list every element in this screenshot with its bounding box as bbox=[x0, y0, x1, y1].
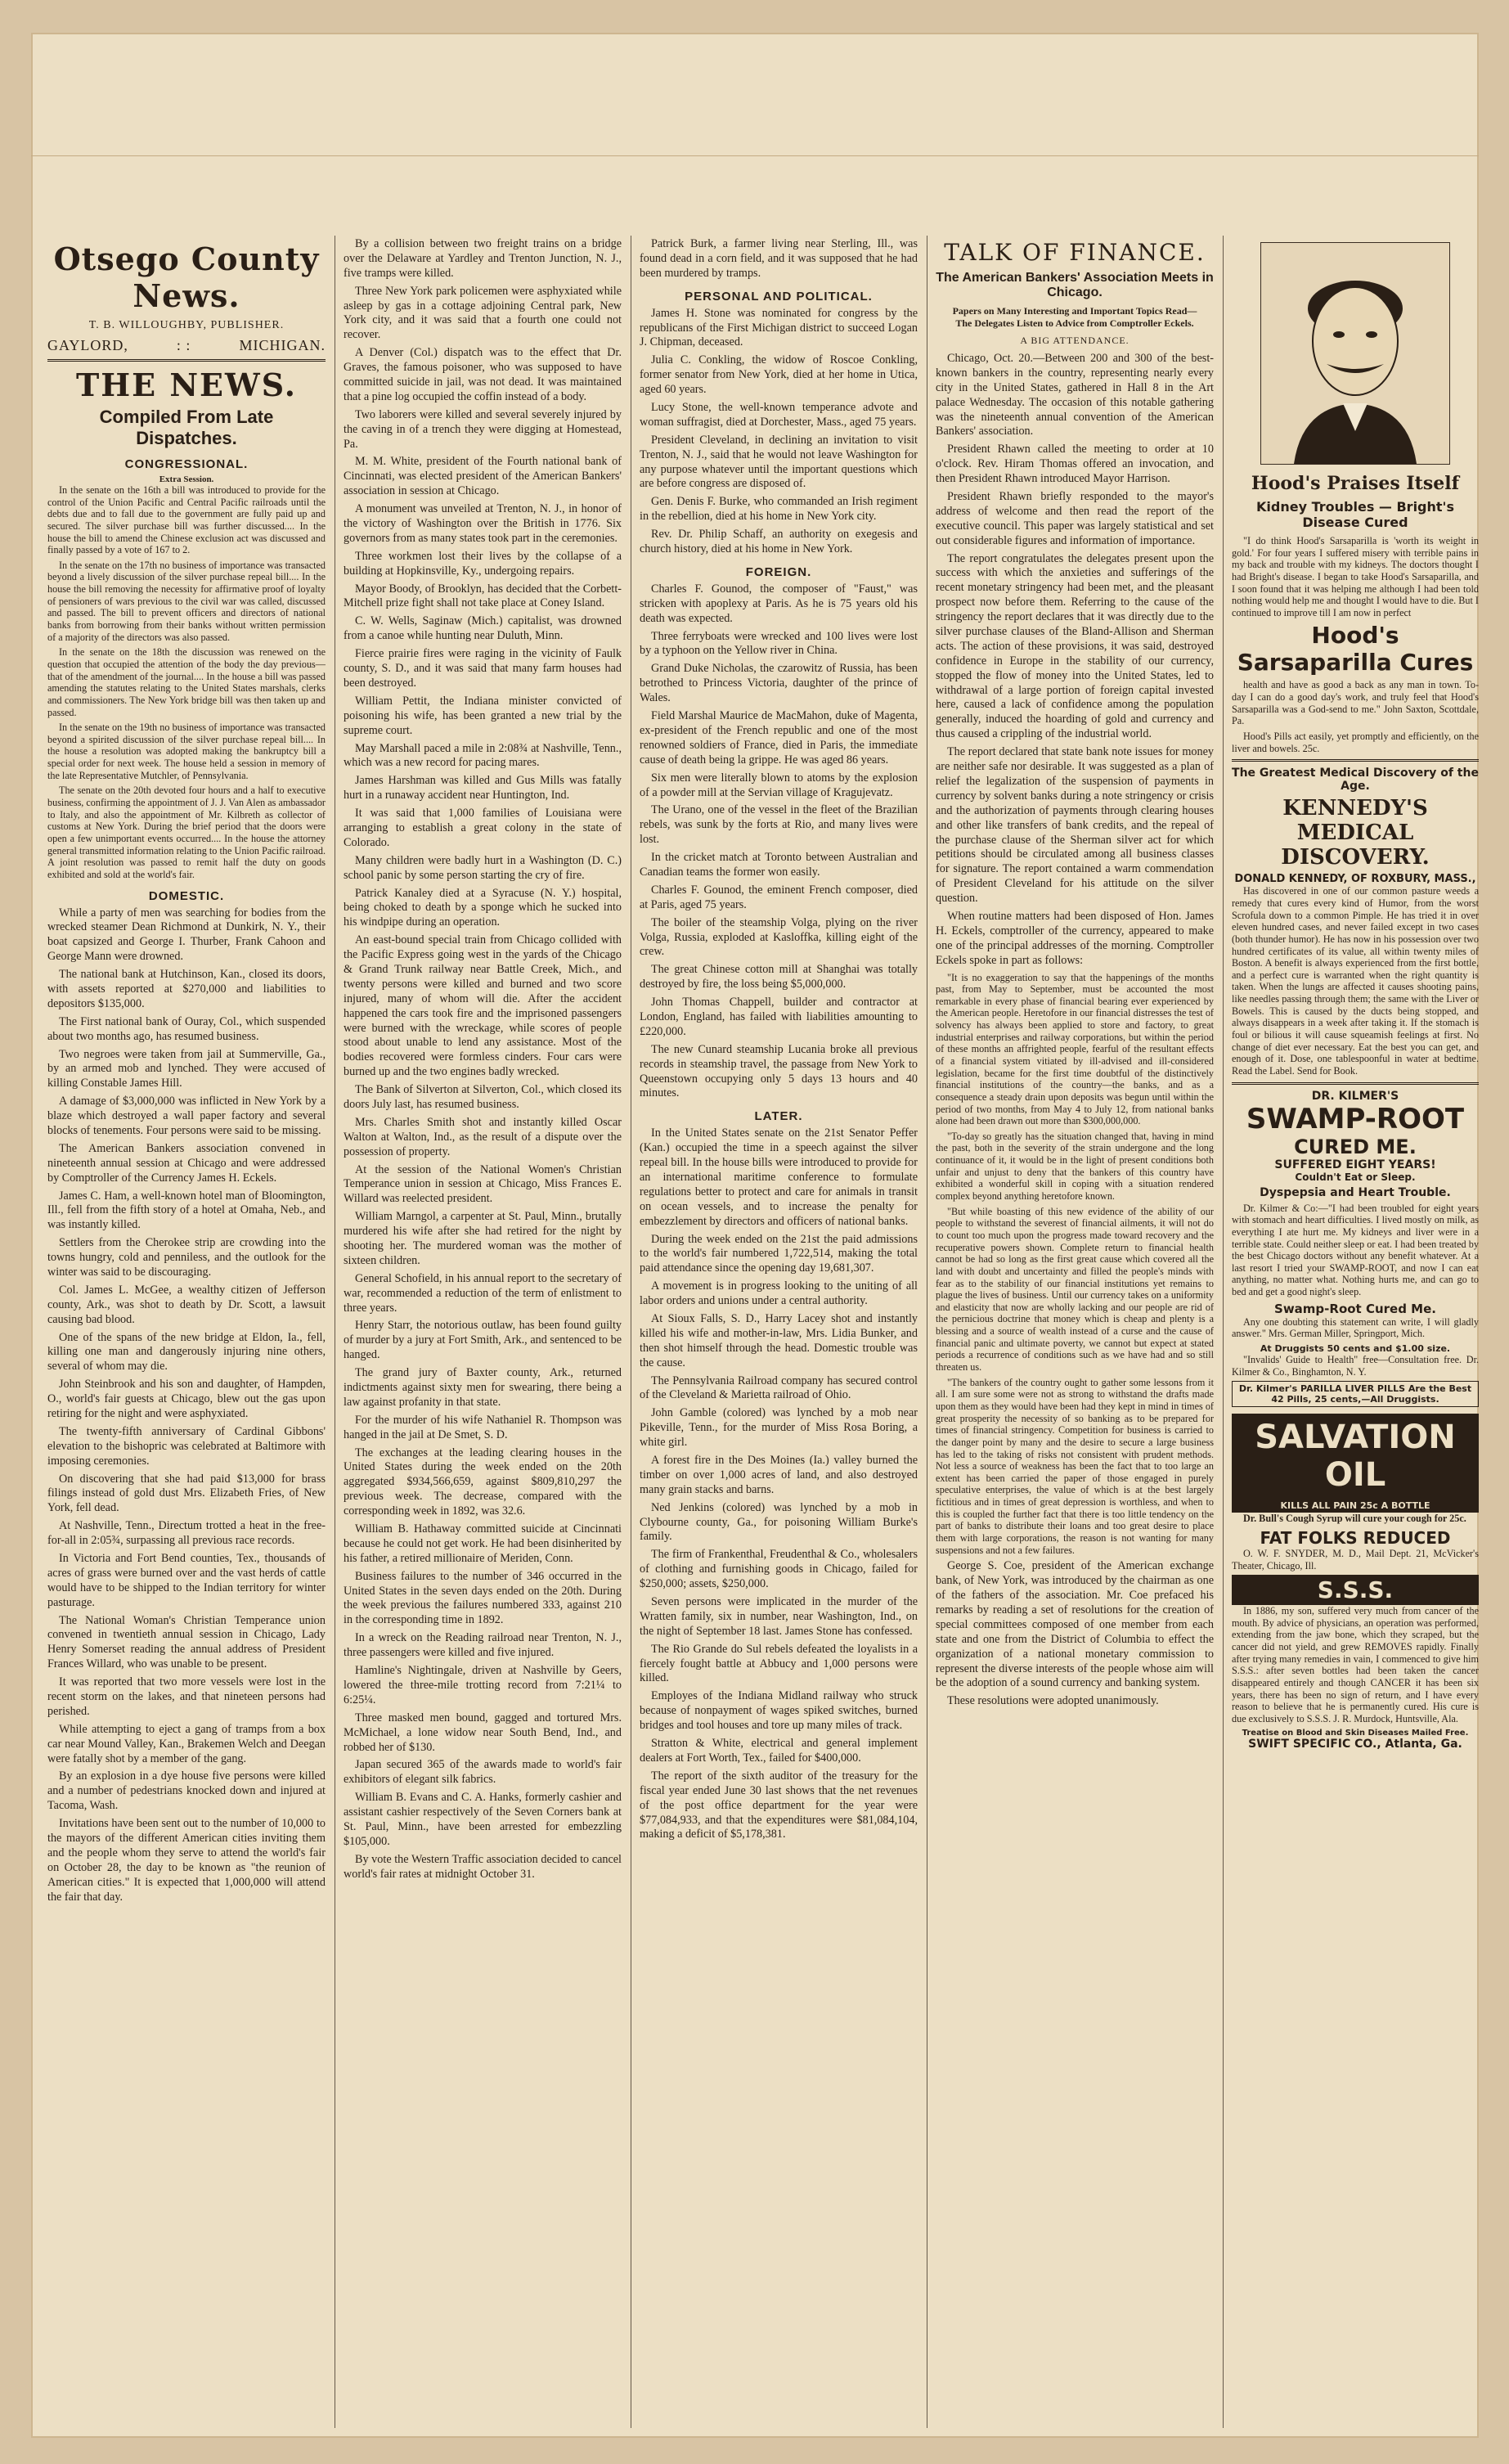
article-paragraph: For the murder of his wife Nathaniel R. Thompson was hanged in the jail at De Smet, S. D. bbox=[344, 1413, 622, 1441]
kilmer-cured-again: Swamp-Root Cured Me. bbox=[1274, 1301, 1436, 1316]
article-paragraph: Charles F. Gounod, the composer of "Faust," was stricken with apoplexy at Paris. As he is 75 years old his death was expected. bbox=[640, 582, 918, 625]
article-paragraph: "The bankers of the country ought to gather some lessons from it all. I am sure some were not as strong to withstand the drafts made upon them as they would have been had they kept in mind in times of great prosperity the necessity of so banking as to be prepared for times of financial stringency. Competition for business is carried to the danger point by many and the desire to secure a large business has led to the taking of risks not consistent with prudent methods. Not less a source of weakness has been the fact that to too large an extent has been carried the paper of those engaged in purely speculative enterprises, the value of which is at the best largely fictitious and in times of great depression is worthless, and when to this is coupled the further fact that there is too little tendency on the part of banks to distribute their loans and too great desire to place them with large corporations, the reason is not wanting for many suspensions and not a few failures. bbox=[936, 1376, 1214, 1556]
article-paragraph: M. M. White, president of the Fourth national bank of Cincinnati, was elected president of the American Bankers' association in session at Chicago. bbox=[344, 455, 622, 498]
article-paragraph: Gen. Denis F. Burke, who commanded an Irish regiment in the rebellion, died at his home in New York city. bbox=[640, 495, 918, 524]
kennedy-text: Has discovered in one of our common pasture weeds a remedy that cures every kind of Humor, from the worst Scrofula down to a common Pimple. He has tried it in over eleven hundred cases, and never failed except in two cases (both thunder humor). He has now in his possession over two hundred certificates of its value, all within twenty miles of Boston. A benefit is always experienced from the first bottle, and a perfect cure is warranted when the right quantity is taken. When the lungs are affected it causes shooting pains, like needles passing through them; the same with the Liver or Bowels. This is caused by the ducts being stopped, and always disappears in a week after taking it. If the stomach is foul or bilious it will cause squeamish feelings at first. No change of diet ever necessary. Eat the best you can get, and enough of it. Dose, one tablespoonful in water at bedtime. Read the Label. Send for Book. bbox=[1232, 885, 1479, 1077]
article-paragraph: At the session of the National Women's Christian Temperance union in session at Chicago, Miss Frances E. Willard was reelected president. bbox=[344, 1162, 622, 1206]
dateline bbox=[47, 337, 326, 354]
article-paragraph: The National Woman's Christian Temperance union convened in twentieth annual session in Chicago, Lady Henry Somerset reading the annual address of President Frances Willard, who was unable to be present. bbox=[47, 1613, 326, 1671]
article-paragraph: It was said that 1,000 families of Louisiana were arranging to establish a great colony in the state of Colorado. bbox=[344, 807, 622, 849]
hood-pills: Hood's Pills act easily, yet promptly and efficiently, on the liver and bowels. 25c. bbox=[1232, 731, 1479, 754]
column-5-ads bbox=[1232, 237, 1479, 2421]
dateline-separator: : : bbox=[176, 337, 191, 353]
ad-divider bbox=[1232, 1082, 1479, 1085]
article-paragraph: By an explosion in a dye house five persons were killed and a number of pedestrians knocked down and injured at Tacoma, Wash. bbox=[47, 1769, 326, 1813]
article-paragraph: By vote the Western Traffic association decided to cancel world's fair rates at midnight October 31. bbox=[344, 1852, 622, 1881]
article-paragraph: Employes of the Indiana Midland railway who struck because of nonpayment of wages spiked switches, burned bridges and tool houses and tore up many miles of track. bbox=[640, 1689, 918, 1733]
column-rule bbox=[1223, 236, 1224, 2428]
masthead-publisher: T. B. WILLOUGHBY, PUBLISHER. bbox=[88, 319, 285, 331]
sss-ad-title: S.S.S. bbox=[1232, 1575, 1479, 1605]
article-paragraph: At Sioux Falls, S. D., Harry Lacey shot and instantly killed his wife and mother-in-law, Mrs. Lidia Bunker, and then shot himself through the head. Domestic trouble was the cause. bbox=[640, 1312, 918, 1369]
section-foreign: FOREIGN. bbox=[745, 564, 812, 579]
article-paragraph: The exchanges at the leading clearing houses in the United States during the week ended on the 20th aggregated $934,566,659, against $809,810,297 the previous week. The decrease, compared with the corresponding week in 1892, was 32.6. bbox=[344, 1446, 622, 1518]
article-paragraph: Business failures to the number of 346 occurred in the United States in the seven days ended on the 20th. During the week previous the failures numbered 333, against 210 in the corresponding time in 1892. bbox=[344, 1569, 622, 1627]
fat-folks-ad: FAT FOLKS REDUCED bbox=[1260, 1527, 1451, 1548]
article-paragraph: Chicago, Oct. 20.—Between 200 and 300 of the best-known bankers in the country, representing nearly every city in the United States, gathered in Hall 8 in the Art palace Wednesday. The occasion of this notable gathering was the nineteenth annual convention of the American Bankers' association. bbox=[936, 352, 1214, 438]
article-paragraph: A damage of $3,000,000 was inflicted in New York by a blaze which destroyed a wall paper factory and several blocks of tenements. Four persons were said to be missing. bbox=[47, 1095, 326, 1137]
personal-articles bbox=[640, 307, 918, 557]
article-paragraph: Patrick Burk, a farmer living near Sterling, Ill., was found dead in a corn field, and it was supposed that he had been murdered by tramps. bbox=[640, 237, 918, 280]
article-paragraph: Patrick Kanaley died at a Syracuse (N. Y.) hospital, being choked to death by a sponge which he sucked into his windpipe during an operation. bbox=[344, 886, 622, 929]
finance-quote bbox=[936, 972, 1214, 1557]
article-paragraph: "But while boasting of this new evidence of the ability of our people to withstand the severest of financial ailments, it will not do to count too much upon the progress made toward recovery and the recuperative powers shown. Complete return to financial health cannot be had so long as the first great cause which covered all the land with doubt and uncertainty and filled the people's minds with fear as to the stability of our financial institutions yet remains to plague the lives of business. Until our currency takes on a uniformity and elasticity that now are wholly lacking and our people are rid of the pernicious doctrine that money which is cheap and plenty is a blessing and a source of wealth instead of a curse and the cause of financial panic and ultimate poverty, we cannot but expect at stated periods a recurrence of conditions such as we have had and so still threaten us. bbox=[936, 1205, 1214, 1374]
section-congressional: CONGRESSIONAL. bbox=[124, 457, 249, 471]
kilmer-sleep: Couldn't Eat or Sleep. bbox=[1295, 1171, 1416, 1183]
kilmer-title: SWAMP-ROOT bbox=[1246, 1102, 1465, 1135]
bull-cough-syrup: Dr. Bull's Cough Syrup will cure your cough for 25c. bbox=[1243, 1513, 1466, 1525]
article-paragraph: Lucy Stone, the well-known temperance advote and woman suffragist, died at Dorchester, Mass., aged 75 years. bbox=[640, 401, 918, 429]
article-paragraph: An east-bound special train from Chicago collided with the Pacific Express going west in the yards of the Chicago & Grand Trunk railway near Battle Creek, Mich., and twenty persons were killed and burned and two score injured, many of whom will die. After the accident happened the cars took fire and the imprisoned passengers were burned with the wreckage, while scores of people stood about unable to lend any assistance. Most of the bodies recovered were formless cinders. Four cars were burned up and the two engines badly wrecked. bbox=[344, 933, 622, 1079]
article-paragraph: Stratton & White, electrical and general implement dealers at Fort Worth, Tex., failed for $400,000. bbox=[640, 1737, 918, 1765]
news-subhead: Compiled From Late Dispatches. bbox=[99, 407, 274, 448]
article-paragraph: Two laborers were killed and several severely injured by the caving in of a trench they were digging at Homestead, Pa. bbox=[344, 407, 622, 451]
man-portrait-icon bbox=[1261, 243, 1449, 464]
article-paragraph: James H. Stone was nominated for congress by the republicans of the First Michigan district to succeed Logan J. Chipman, deceased. bbox=[640, 306, 918, 349]
finance-tail bbox=[936, 1559, 1214, 1709]
column-1 bbox=[47, 237, 326, 2421]
article-paragraph: Seven persons were implicated in the murder of the Wratten family, six in number, near Washington, Ind., on the night of September 18 last. James Stone has confessed. bbox=[640, 1595, 918, 1638]
article-paragraph: Col. James L. McGee, a wealthy citizen of Jefferson county, Ark., was shot to death by Dr. Scott, a lawsuit causing bad blood. bbox=[47, 1283, 326, 1326]
congressional-articles bbox=[47, 484, 326, 881]
finance-article bbox=[936, 352, 1214, 969]
article-paragraph: Julia C. Conkling, the widow of Roscoe Conkling, former senator from New York, died at her home in Utica, aged 60 years. bbox=[640, 353, 918, 397]
finance-deck: Papers on Many Interesting and Important Topics Read—The Delegates Listen to Advice from Comptroller Eckels. bbox=[952, 305, 1197, 329]
article-paragraph: In the senate on the 18th the discussion was renewed on the question that occupied the attention of the body the day previous—that of the amendment of the journal.... In the house a bill was passed amending the statutes relating to the United States marshals, clerks and commissioners. The New York bridge bill was then taken up and passed. bbox=[47, 646, 326, 718]
article-paragraph: The Rio Grande do Sul rebels defeated the loyalists in a fiercely fought battle at Abbucy and 1,000 persons were killed. bbox=[640, 1642, 918, 1685]
article-paragraph: The national bank at Hutchinson, Kan., closed its doors, with assets reported at $270,000 and liabilities to depositors $135,000. bbox=[47, 968, 326, 1010]
article-paragraph: President Cleveland, in declining an invitation to visit Trenton, N. J., said that he would not leave Washington for any purpose whatever until the important questions which are before congress are disposed of. bbox=[640, 433, 918, 491]
fat-folks-address: O. W. F. SNYDER, M. D., Mail Dept. 21, McVicker's Theater, Chicago, Ill. bbox=[1232, 1547, 1479, 1571]
sss-company: SWIFT SPECIFIC CO., Atlanta, Ga. bbox=[1248, 1737, 1462, 1751]
hood-ad-subtitle: Kidney Troubles — Bright's Disease Cured bbox=[1256, 499, 1454, 530]
article-paragraph: President Rhawn called the meeting to order at 10 o'clock. Rev. Hiram Thomas offered an invocation, and then President Rhawn introduced Mayor Harrison. bbox=[936, 443, 1214, 486]
kennedy-name: DONALD KENNEDY, OF ROXBURY, MASS., bbox=[1234, 873, 1476, 886]
column-2 bbox=[344, 237, 622, 2421]
article-paragraph: The firm of Frankenthal, Freudenthal & Co., wholesalers of clothing and furnishing goods in Chicago, failed for $250,000; assets, $250,000. bbox=[640, 1548, 918, 1591]
article-paragraph: Three workmen lost their lives by the collapse of a building at Hopkinsville, Ky., undergoing repairs. bbox=[344, 549, 622, 578]
domestic-articles-continued bbox=[344, 237, 622, 1882]
article-paragraph: The Urano, one of the vessel in the fleet of the Brazilian rebels, was sunk by the forts at Rio, and many lives were lost. bbox=[640, 803, 918, 847]
article-paragraph: A forest fire in the Des Moines (Ia.) valley burned the timber on over 1,000 acres of land, and also destroyed many grain stacks and barns. bbox=[640, 1454, 918, 1496]
article-paragraph: In the senate on the 19th no business of importance was transacted beyond a spirited discussion of the silver purchase repeal bill.... In the house a resolution was adopted making the bankruptcy bill a special order for next week. The house held a session in memory of the late Representative Mutchler, of Pennsylvania. bbox=[47, 722, 326, 781]
article-paragraph: The senate on the 20th devoted four hours and a half to executive business, confirming the appointment of J. J. Van Alen as ambassador to Italy, and also the appointment of Mr. Kilbreth as collector of customs at New York. During the brief period that the doors were open a few unimportant events occurred.... In the house the attorney general transmitted information relating to the Union Pacific railroad. A joint resolution was passed to remit half the duty on goods exhibited and sold at the world's fair. bbox=[47, 785, 326, 880]
portrait-illustration bbox=[1260, 242, 1450, 465]
article-paragraph: James C. Ham, a well-known hotel man of Bloomington, Ill., fell from the fifth story of a hotel at Omaha, Neb., and was instantly killed. bbox=[47, 1189, 326, 1232]
article-paragraph: In the cricket match at Toronto between Australian and Canadian teams the former won easily. bbox=[640, 851, 918, 879]
article-paragraph: General Schofield, in his annual report to the secretary of war, recommended a reduction of the term of enlistment to three years. bbox=[344, 1271, 622, 1315]
article-paragraph: In the senate on the 17th no business of importance was transacted beyond a lively discussion of the silver purchase repeal bill.... In the house the bill removing the necessity for affirmative proof of loyalty of pensioners of wars previous to the civil war was called, discussed and passed. The bill to prevent officers and directors of national banks from borrowing from their banks without written permission of a majority of the directors was also passed. bbox=[47, 559, 326, 643]
article-paragraph: Mrs. Charles Smith shot and instantly killed Oscar Walton at Walton, Ind., as the result of a dispute over the possession of property. bbox=[344, 1115, 622, 1158]
article-paragraph: May Marshall paced a mile in 2:08¾ at Nashville, Tenn., which was a new record for pacing mares. bbox=[344, 741, 622, 770]
article-paragraph: The boiler of the steamship Volga, plying on the river Volga, Russia, exploded at Kasloffka, killing eight of the crew. bbox=[640, 915, 918, 959]
article-paragraph: The twenty-fifth anniversary of Cardinal Gibbons' elevation to the bishopric was celebrated at Baltimore with imposing ceremonies. bbox=[47, 1424, 326, 1468]
hood-ad-title: Hood's Praises Itself bbox=[1251, 473, 1460, 494]
article-paragraph: These resolutions were adopted unanimously. bbox=[947, 1694, 1159, 1708]
kilmer-top: DR. KILMER'S bbox=[1311, 1089, 1399, 1103]
article-paragraph: The new Cunard steamship Lucania broke all previous records in steamship travel, the passage from New York to Queenstown occupying only 5 days 13 hours and 40 minutes. bbox=[640, 1042, 918, 1100]
foreign-articles bbox=[640, 582, 918, 1101]
newspaper-page bbox=[31, 33, 1479, 2438]
article-paragraph: William B. Hathaway committed suicide at Cincinnati because he could not get work. He had been disinherited by his father, a retired millionaire of Meriden, Conn. bbox=[344, 1522, 622, 1565]
article-paragraph: William Marngol, a carpenter at St. Paul, Minn., brutally murdered his wife after she had retired for the night by shooting her. The murdered woman was the mother of sixteen children. bbox=[344, 1210, 622, 1267]
article-paragraph: Two negroes were taken from jail at Summerville, Ga., by an armed mob and lynched. They were accused of killing Constable James Hill. bbox=[47, 1047, 326, 1090]
article-paragraph: While a party of men was searching for bodies from the wrecked steamer Dean Richmond at Dunkirk, N. Y., their boat capsized and George I. Thurber, Frank Cahoon and George Mann were drowned. bbox=[47, 906, 326, 964]
salvation-oil-ad: SALVATION OIL bbox=[1232, 1414, 1479, 1499]
finance-attendance: A BIG ATTENDANCE. bbox=[1020, 335, 1130, 346]
article-paragraph: During the week ended on the 21st the paid admissions to the world's fair numbered 1,722,514, making the total paid attendance since the opening day 19,681,307. bbox=[640, 1232, 918, 1275]
article-paragraph: William Pettit, the Indiana minister convicted of poisoning his wife, has been granted a new trial by the supreme court. bbox=[344, 694, 622, 737]
kilmer-pills: Dr. Kilmer's PARILLA LIVER PILLS Are the Best 42 Pills, 25 cents,—All Druggists. bbox=[1232, 1381, 1479, 1407]
article-paragraph: The report of the sixth auditor of the treasury for the fiscal year ended June 30 last shows that the net revenues of the post office department for the year were $77,084,933, and that the expenditures were $81,084,104, making a deficit of $5,178,381. bbox=[640, 1769, 918, 1841]
article-paragraph: The report congratulates the delegates present upon the success with which the anxieties and sufferings of the recent monetary stringency had been met, and the pleasant prospect now before them. Referring to the cause of the stringency the report declares that it was directly due to the silver purchase clauses of the Bland-Allison and Sherman acts. The action of these provisions, it was said, destroyed confidence in Europe in the stability of our currency, stopped the flow of money into the United States, led to withdrawal of a large portion of foreign capital invested here, caused a lack of confidence among the population generally, induced the hoarding of gold and currency and thus caused a crippling of the industrial world. bbox=[936, 551, 1214, 741]
article-paragraph: On discovering that she had paid $13,000 for brass filings instead of gold dust Mrs. Elizabeth Fries, of New York, fell dead. bbox=[47, 1472, 326, 1515]
article-paragraph: "To-day so greatly has the situation changed that, having in mind the past, both in the severity of the strain undergone and the long continuance of it, it would be in the light of present conditions both unfair and unjust to deny that the bankers of this country have exhibited a wonderful skill in coping with a situation rendered complex beyond anything heretofore known. bbox=[936, 1130, 1214, 1203]
article-paragraph: A monument was unveiled at Trenton, N. J., in honor of the victory of Washington over the British in 1776. Six governors from as many states took part in the ceremonies. bbox=[344, 502, 622, 545]
sss-treatise: Treatise on Blood and Skin Diseases Mailed Free. bbox=[1242, 1728, 1469, 1738]
article-paragraph: Field Marshal Maurice de MacMahon, duke of Magenta, ex-president of the French republic and one of the most renowned soldiers of France, died in Paris, the immediate cause of death being la grippe. He was aged 86 years. bbox=[640, 709, 918, 767]
article-paragraph: In Victoria and Fort Bend counties, Tex., thousands of acres of grass were burned over and the vast herds of cattle would have to be shipped to the Indian territory for winter pasturage. bbox=[47, 1552, 326, 1609]
article-paragraph: The American Bankers association convened in nineteenth annual session at Chicago and were addressed by Comptroller of the Currency James H. Eckels. bbox=[47, 1141, 326, 1185]
article-paragraph: Mayor Boody, of Brooklyn, has decided that the Corbett-Mitchell prize fight shall not take place at Coney Island. bbox=[344, 582, 622, 610]
article-paragraph: When routine matters had been disposed of Hon. James H. Eckels, comptroller of the currency, appeared to make one of the principal addresses of the morning. Comptroller Eckels spoke in part as follows: bbox=[936, 909, 1214, 967]
kilmer-text2: Any one doubting this statement can write, I will gladly answer." Mrs. German Miller, Springport, Mich. bbox=[1232, 1315, 1479, 1340]
section-personal-political: PERSONAL AND POLITICAL. bbox=[685, 289, 873, 304]
article-paragraph: President Rhawn briefly responded to the mayor's address of welcome and then read the report of the executive council. This paper was largely statistical and set out considerable figures and information of importance. bbox=[936, 490, 1214, 547]
kilmer-dyspepsia: Dyspepsia and Heart Trouble. bbox=[1260, 1185, 1451, 1199]
column-4 bbox=[936, 237, 1214, 2421]
kennedy-title: KENNEDY'S MEDICAL DISCOVERY. bbox=[1281, 796, 1430, 870]
article-paragraph: In the United States senate on the 21st Senator Peffer (Kan.) occupied the time in a speech against the silver repeal bill. In the house bills were introduced to provide for an international maritime conference to formulate regulations better to protect and care for animals in transit on ocean vessels, and to increase the penalty for embezzlement by directors and officers of national banks. bbox=[640, 1126, 918, 1228]
hood-testimonial: "I do think Hood's Sarsaparilla is 'worth its weight in gold.' For four years I suffered misery with terrible pains in my back and trouble with my kidneys. The doctors thought I had Bright's disease. I began to take Hood's Sarsaparilla, and I soon found that it was helping me although I had been told nothing would help me and thought I would have to die. But I continued to improve till I am now in perfect bbox=[1232, 535, 1479, 618]
article-paragraph: Grand Duke Nicholas, the czarowitz of Russia, has been betrothed to Princess Victoria, daughter of the prince of Wales. bbox=[640, 662, 918, 705]
article-paragraph: Invitations have been sent out to the number of 10,000 to the mayors of the different American cities inviting them and the people whom they serve to attend the world's fair on October 28, the day to be known as "the reunion of American cities." It is expected that 1,000,000 will attend the fair that day. bbox=[47, 1817, 326, 1904]
article-paragraph: William B. Evans and C. A. Hanks, formerly cashier and assistant cashier respectively of the Seven Corners bank at St. Paul, Minn., have been arrested for embezzling $105,000. bbox=[344, 1791, 622, 1848]
hood-brand: Hood's Sarsaparilla Cures bbox=[1237, 622, 1474, 677]
article-paragraph: The report declared that state bank note issues for money are neither safe nor desirable. It was suggested as a plan of relief the legalization of the suspension of payments in currency by solvent banks during a note stringency or crisis and the authorization of payments through clearing houses and other like transfers of bank credits, and the repeal of the purchase clause of the Sherman silver act for which petitions should be circulated among all business classes for signature. The report contained a warm commendation of President Cleveland for his attitude on the silver question. bbox=[936, 745, 1214, 906]
kilmer-text: Dr. Kilmer & Co:—"I had been troubled for eight years with stomach and heart difficulties. I lived mostly on milk, as everything I ate hurt me. My kidneys and liver were in a terrible state. Could neither sleep or eat. I had been treated by the best Chicago doctors without any benefit whatever. At a last resort I tried your SWAMP-ROOT, and now I can eat anything, no matter what. Nothing hurts me, and can go to bed and get a good night's sleep. bbox=[1232, 1202, 1479, 1298]
article-paragraph: The Bank of Silverton at Silverton, Col., which closed its doors July last, has resumed business. bbox=[344, 1083, 622, 1111]
page-fold bbox=[31, 155, 1479, 156]
section-later: LATER. bbox=[754, 1109, 803, 1124]
article-paragraph: By a collision between two freight trains on a bridge over the Delaware at Yardley and Trenton Junction, N. J., five tramps were killed. bbox=[344, 237, 622, 280]
article-paragraph: Many children were badly hurt in a Washington (D. C.) school panic by some person starting the cry of fire. bbox=[344, 853, 622, 882]
article-paragraph: At Nashville, Tenn., Directum trotted a heat in the free-for-all in 2:05¾, surpassing all previous race records. bbox=[47, 1519, 326, 1548]
article-paragraph: Three ferryboats were wrecked and 100 lives were lost by a typhoon on the Yellow river in China. bbox=[640, 629, 918, 658]
dateline-city: GAYLORD, bbox=[47, 337, 128, 353]
salvation-tagline: KILLS ALL PAIN 25c A BOTTLE bbox=[1232, 1499, 1479, 1513]
article-paragraph: Ned Jenkins (colored) was lynched by a mob in Clybourne county, Ga., for poisoning William Burke's family. bbox=[640, 1500, 918, 1544]
hood-testimonial-end: health and have as good a back as any man in town. To-day I can do a good day's work, and truly feel that Hood's Sarsaparilla was a God-send to me." John Saxton, Scottdale, Pa. bbox=[1232, 679, 1479, 727]
article-paragraph: Three New York park policemen were asphyxiated while asleep by gas in a cottage adjoining Central park, New York city, and it was said that a fourth one could not recover. bbox=[344, 284, 622, 342]
later-articles bbox=[640, 1126, 918, 1842]
article-paragraph: Three masked men bound, gagged and tortured Mrs. McMichael, a lone widow near South Bend, Ind., and robbed her of $130. bbox=[344, 1711, 622, 1754]
kilmer-cured: CURED ME. bbox=[1294, 1135, 1417, 1158]
article-paragraph: Henry Starr, the notorious outlaw, has been found guilty of murder by a jury at Fort Smith, Ark., and sentenced to be hanged. bbox=[344, 1319, 622, 1362]
article-paragraph: The grand jury of Baxter county, Ark., returned indictments against sixty men for swearing, there being a law against profanity in that state. bbox=[344, 1366, 622, 1409]
article-paragraph: In a wreck on the Reading railroad near Trenton, N. J., three passengers were killed and five injured. bbox=[344, 1631, 622, 1660]
article-paragraph: Rev. Dr. Philip Schaff, an authority on exegesis and church history, died at his home in New York. bbox=[640, 528, 918, 556]
domestic-articles bbox=[47, 906, 326, 1905]
article-paragraph: John Steinbrook and his son and daughter, of Hampden, O., world's fair guests at Chicago, blew out the gas upon retiring for the night and were asphyxiated. bbox=[47, 1378, 326, 1420]
article-paragraph: One of the spans of the new bridge at Eldon, Ia., fell, killing one man and dangerously injuring nine others, several of whom may die. bbox=[47, 1330, 326, 1374]
article-paragraph: Fierce prairie fires were raging in the vicinity of Faulk county, S. D., and it was said that many farm houses had been destroyed. bbox=[344, 647, 622, 690]
article-paragraph: A Denver (Col.) dispatch was to the effect that Dr. Graves, the famous poisoner, who was supposed to have committed suicide in jail, was not dead. It was maintained that a pine log occupied the coffin instead of a body. bbox=[344, 346, 622, 403]
masthead-rule bbox=[47, 359, 326, 362]
article-paragraph: Japan secured 365 of the awards made to world's fair exhibitors of elegant silk fabrics. bbox=[344, 1758, 622, 1787]
article-paragraph: Charles F. Gounod, the eminent French composer, died at Paris, aged 75 years. bbox=[640, 883, 918, 911]
article-paragraph: Settlers from the Cherokee strip are crowding into the towns hungry, cold and penniless, and the outlook for the winter was said to be discouraging. bbox=[47, 1236, 326, 1279]
ad-divider bbox=[1232, 759, 1479, 762]
article-paragraph: The First national bank of Ouray, Col., which suspended about two months ago, has resumed business. bbox=[47, 1014, 326, 1043]
sss-text: In 1886, my son, suffered very much from cancer of the mouth. By advice of physicians, an operation was performed, extending from the jaw bone, which they scraped, but the cancer did not yield, and grew REMOVES rapidly. Finally after trying many remedies in vain, I commenced to give him S.S.S.: after seven bottles had been taken the cancer disappeared entirely and though CANCER it has been six years, there has been no sign of return, and I have every reason to believe that he is permanently cured. His cure is due exclusively to S.S.S. J. R. Murdock, Huntsville, Ala. bbox=[1232, 1605, 1479, 1724]
dateline-state: MICHIGAN. bbox=[239, 337, 326, 353]
article-paragraph: "It is no exaggeration to say that the happenings of the months past, from May to September, must be accounted the most remarkable in every phase of financial bearing ever experienced by the American people. Heretofore in our financial distresses the test of solvency has always been applied to store and factory, to great industrial enterprises and railway corporations, but within the period of these months an affrighted people, fearful of the resultant effects of a financial system vitiated by ill-advised and ill-considered legislation, became for the first time doubtful of the distinctively financial institutions of the country—the banks, and as a consequence a steady drain upon deposits was begun until within the period of two months, from May 4 to July 12, from national banks alone had been drawn out more than $300,000,000. bbox=[936, 971, 1214, 1127]
news-headline: THE NEWS. bbox=[75, 366, 298, 403]
article-paragraph: John Thomas Chappell, builder and contractor at London, England, has failed with liabilities amounting to £220,000. bbox=[640, 996, 918, 1038]
article-paragraph: James Harshman was killed and Gus Mills was fatally hurt in a runaway accident near Huntington, Ind. bbox=[344, 774, 622, 803]
article-paragraph: George S. Coe, president of the American exchange bank, of New York, was introduced by the chairman as one of the fathers of the association. Mr. Coe prefaced his remarks by reading a set of resolutions for the creation of special committees composed of one member from each state and one from the District of Columbia to effect the organization of a national monetary commission to represent the diverse interests of the people whose aim will be the adoption of a sound currency and banking system. bbox=[936, 1559, 1214, 1690]
article-paragraph: A movement is in progress looking to the uniting of all labor orders and unions under a central authority. bbox=[640, 1279, 918, 1308]
finance-subhead: The American Bankers' Association Meets in Chicago. bbox=[936, 271, 1214, 299]
article-paragraph: The Pennsylvania Railroad company has secured control of the Cleveland & Marietta railroad of Ohio. bbox=[640, 1374, 918, 1402]
kilmer-price: At Druggists 50 cents and $1.00 size. bbox=[1260, 1342, 1451, 1354]
kilmer-years: SUFFERED EIGHT YEARS! bbox=[1274, 1158, 1436, 1171]
article-paragraph: The great Chinese cotton mill at Shanghai was totally destroyed by fire, the loss being $5,000,000. bbox=[640, 963, 918, 991]
finance-headline: TALK OF FINANCE. bbox=[944, 239, 1206, 266]
article-paragraph: It was reported that two more vessels were lost in the recent storm on the lakes, and that nineteen persons had perished. bbox=[47, 1675, 326, 1718]
article-paragraph: In the senate on the 16th a bill was introduced to provide for the control of the Union Pacific and Central Pacific railroads until the debts due and to fall due to the government are fully paid up and secured. The silver purchase bill was further discussed.... In the house the bill to amend the Chinese exclusion act was discussed and finally passed by a vote of 167 to 2. bbox=[47, 484, 326, 556]
article-paragraph: Six men were literally blown to atoms by the explosion of a powder mill at the Servian village of Kragujevatz. bbox=[640, 771, 918, 799]
article-paragraph: Hamline's Nightingale, driven at Nashville by Geers, lowered the three-mile trotting record from 7:21¼ to 6:25¼. bbox=[344, 1664, 622, 1706]
article-paragraph: C. W. Wells, Saginaw (Mich.) capitalist, was drowned from a canoe while hunting near Duluth, Minn. bbox=[344, 614, 622, 643]
article-paragraph: While attempting to eject a gang of tramps from a box car near Mound Valley, Kan., Brakemen Welch and Deegan were fatally shot by a member of the gang. bbox=[47, 1722, 326, 1765]
section-domestic: DOMESTIC. bbox=[148, 888, 225, 903]
kilmer-guide: "Invalids' Guide to Health" free—Consultation free. Dr. Kilmer & Co., Binghamton, N. Y. bbox=[1232, 1353, 1479, 1378]
masthead-title: Otsego County News. bbox=[53, 241, 320, 314]
kennedy-tagline: The Greatest Medical Discovery of the Age. bbox=[1232, 767, 1479, 794]
article-paragraph: John Gamble (colored) was lynched by a mob near Pikeville, Tenn., for the murder of Miss Rosa Boring, a white girl. bbox=[640, 1406, 918, 1450]
column-3 bbox=[640, 237, 918, 2421]
section-extra-session: Extra Session. bbox=[159, 474, 214, 484]
